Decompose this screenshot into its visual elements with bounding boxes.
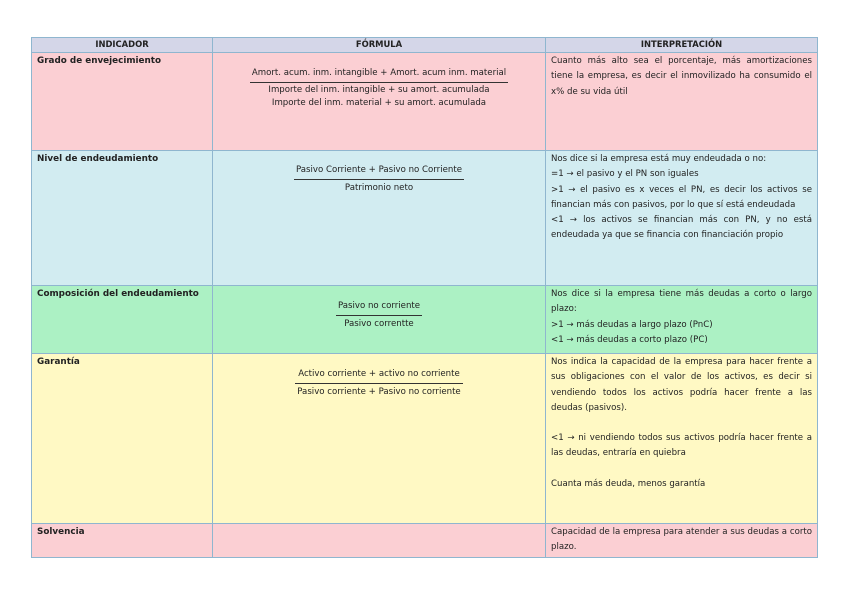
table-row [32,151,818,286]
interpretation-text: =1 → el pasivo y el PN son iguales [551,169,699,180]
indicator-name: Solvencia [32,524,213,558]
table-row [32,286,818,354]
formula-denominator: Importe del inm. intangible + su amort. acumulada [268,85,490,96]
indicator-name: Grado de envejecimiento [32,53,213,151]
interpretation-text: >1 → más deudas a largo plazo (PnC) [551,319,713,330]
interpretation-text: Capacidad de la empresa para atender a sus deudas a corto plazo. [551,527,812,553]
header-interpretacion: INTERPRETACIÓN [546,38,818,53]
interpretation-text: Nos dice si la empresa tiene más deudas a corto o largo plazo: [551,289,812,315]
interpretation-text: Nos indica la capacidad de la empresa para hacer frente a sus obligaciones con el valor de los activos, es decir si vendiendo todos los activos podría hacer frente a las deudas (pasivos). [551,357,812,413]
indicator-name: Nivel de endeudamiento [32,151,213,286]
formula-fraction [294,163,464,197]
formula-cell [213,151,546,286]
interpretation-cell [546,286,818,354]
interpretation-text: Cuanta más deuda, menos garantía [551,478,706,489]
interpretation-text: <1 → los activos se financian más con PN, y no está endeudada ya que se financia con financiación propio [551,215,812,241]
indicators-table [31,37,818,558]
interpretation-cell [546,53,818,151]
formula-cell [213,524,546,558]
interpretation-text: >1 → el pasivo es x veces el PN, es decir los activos se financian más con pasivos, por lo que sí está endeudada [551,184,812,210]
table-row [32,354,818,524]
header-formula: FÓRMULA [213,38,546,53]
header-indicador: INDICADOR [32,38,213,53]
formula-fraction [295,367,462,401]
formula-denominator: Importe del inm. material + su amort. acumulada [271,98,487,109]
formula-numerator: Amort. acum. inm. intangible + Amort. acum inm. material [250,66,508,83]
interpretation-cell [546,151,818,286]
formula-cell [213,286,546,354]
formula-numerator: Pasivo no corriente [336,299,422,316]
formula-denominator: Patrimonio neto [344,183,414,194]
formula-cell [213,354,546,524]
table-header-row [32,38,818,53]
formula-numerator: Activo corriente + activo no corriente [295,367,462,384]
indicator-name: Garantía [32,354,213,524]
formula-fraction [336,299,422,333]
table-row [32,524,818,558]
table-row [32,53,818,151]
indicator-name: Composición del endeudamiento [32,286,213,354]
formula-denominator: Pasivo correntte [344,319,414,330]
formula-fraction [250,66,508,110]
interpretation-cell [546,354,818,524]
interpretation-cell [546,524,818,558]
formula-denominator: Pasivo corriente + Pasivo no corriente [297,387,461,398]
interpretation-text: <1 → más deudas a corto plazo (PC) [551,334,708,345]
interpretation-text: Nos dice si la empresa está muy endeudada o no: [551,154,767,164]
formula-cell [213,53,546,151]
interpretation-text: Cuanto más alto sea el porcentaje, más amortizaciones tiene la empresa, es decir el inmovilizado ha consumido el x% de su vida útil [551,56,812,97]
interpretation-text: <1 → ni vendiendo todos sus activos podría hacer frente a las deudas, entraría en quiebra [551,433,812,459]
formula-numerator: Pasivo Corriente + Pasivo no Corriente [294,163,464,180]
